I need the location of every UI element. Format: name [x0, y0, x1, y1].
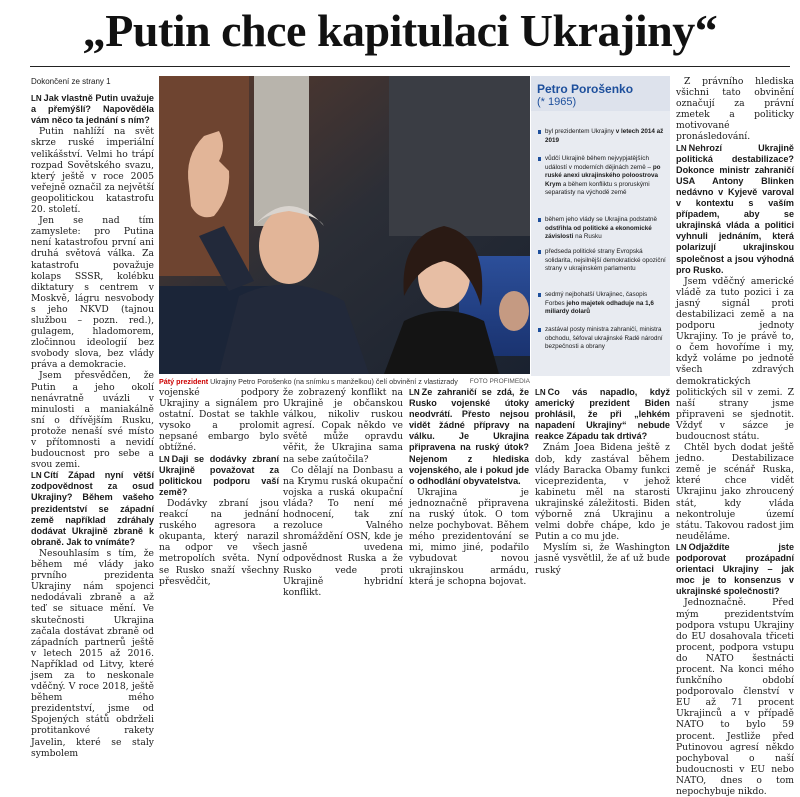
interview-question	[676, 143, 794, 276]
bio-item	[538, 291, 666, 317]
interviewer-marker: LN	[535, 388, 546, 397]
photo-credit: FOTO PROFIMEDIA	[469, 378, 530, 385]
paragraph	[159, 387, 279, 454]
paragraph-text: Daji se dodávky zbraní Ukrajině považovat za politickou podporu vaší země?	[159, 453, 279, 497]
paragraph-text: vojenské podpory Ukrajiny a signálem pro ostatní. Dostat se takhle vysoko a prolomit nepsané embargo bylo obtížné.	[159, 387, 279, 454]
interview-question	[31, 93, 154, 126]
paragraph	[159, 498, 279, 587]
headline: „Putin chce kapitulaci Ukrajiny“	[82, 5, 718, 56]
bio-item-text: zastával posty ministra zahraničí, ministra obchodu, šéfoval ukrajinské Radě národní bezpečnosti a obrany	[545, 326, 663, 351]
paragraph	[676, 442, 794, 542]
paragraph	[31, 215, 154, 370]
interview-question	[159, 454, 279, 498]
interviewer-marker: LN	[31, 471, 42, 481]
paragraph	[676, 597, 794, 797]
paragraph-text: že zobrazený konflikt na Ukrajině je občanskou válkou, nikoliv ruskou agresí. Copak někdo ve světě může opravdu věřit, že Ukrajina sama na sebe zaútočila?	[283, 387, 403, 465]
bio-header	[531, 76, 670, 111]
bio-item-text: sedmý nejbohatší Ukrajinec, časopis Forbes	[545, 291, 648, 307]
bio-item-text: během jeho vlády se Ukrajina podstatně	[545, 216, 658, 223]
paragraph-text: Nehrozí Ukrajině politická destabilizace? Dokonce ministr zahraničí USA Antony Blinken nedávno v Kyjevě varoval v kontextu s vaším případem, aby se ukrajinská vláda a politici vyhnuli jednáním, která polarizují ukrajinskou společnost a jsou výhodná pro Rusko.	[676, 142, 794, 275]
paragraph-text: Chtěl bych dodat ještě jedno. Destabilizace země je scénář Ruska, které chce vidět Ukrajinu jako zhroucený stát, kdy vláda nekontroluje území státu. Takovou radost jim neuděláme.	[676, 442, 794, 542]
paragraph-text: Jak vlastně Putin uvažuje a přemýšlí? Napověděla vám něco ta jednání s ním?	[31, 93, 154, 126]
paragraph	[31, 370, 154, 470]
paragraph	[283, 387, 403, 465]
bio-birth-year: (* 1965)	[537, 96, 577, 108]
paragraph-text: Nesouhlasím s tím, že během mé vlády jako prvního prezidenta Ukrajiny nám spojenci nedodávali zbraně a až teď se situace mění. Ve skutečnosti Ukrajina začala dostávat zbraně od západních partnerů ještě v letech 2015 až 2016. Například od Litvy, které jsem za to neskonale vděčný. V roce 2018, ještě během mého prezidentství, jsme od Spojených států obdrželi protitankové rakety Javelin, které se staly symbolem	[31, 547, 154, 759]
interviewer-marker: LN	[159, 454, 170, 464]
interview-question	[31, 470, 154, 548]
bio-item-rest: na Rusku	[573, 233, 602, 241]
bio-item-highlight: odstřihla od politické a ekonomické závislosti	[545, 224, 652, 241]
bio-item-rest: a během konfliktu s proruskými separatisty na východě země	[545, 180, 650, 197]
interviewer-marker: LN	[409, 388, 420, 397]
paragraph-text: Ze zahraničí se zdá, že Rusko vojenské útoky neodvrátí. Přesto nejsou vidět žádné přípravy na válku. Je Ukrajina připravena na ruský útok? Nejenom z hlediska vojenského, ale i pokud jde o odhodlání obyvatelstva.	[409, 387, 529, 486]
bio-item	[538, 155, 666, 198]
continuation-note: Dokončení ze strany 1	[31, 77, 111, 86]
interviewer-marker: LN	[31, 94, 42, 104]
paragraph-text: Z právního hlediska všichni tato obvinění označují za právní zmetek a politicky motivované pronásledování.	[676, 76, 794, 143]
paragraph	[535, 442, 670, 542]
paragraph-text: Jsem vděčný americké vládě za tuto pozici i za jasný signál proti destabilizaci země a na podporu jednoty Ukrajiny. To je právě to, o čem hovoříme i my, když voláme po jednotě všech zdravých demokratických politických sil v zemi. Z naší strany jsme připraveni se sjednotit. Vždyť v sázce je budoucnost státu.	[676, 275, 794, 442]
paragraph	[31, 548, 154, 759]
article-column-4	[409, 387, 529, 587]
bio-item-text: byl prezidentem Ukrajiny	[545, 128, 616, 135]
caption-text: Ukrajiny Petro Porošenko (na snímku s manželkou) čelí obvinění z vlastizrady	[210, 377, 458, 386]
bio-name: Petro Porošenko	[537, 82, 634, 96]
paragraph	[409, 487, 529, 587]
bio-item	[538, 326, 666, 352]
article-column-3	[283, 387, 403, 598]
bio-item-text: předseda politické strany Evropská solidarita, nejsilnější demokratické opoziční strany v ukrajinském parlamentu	[545, 248, 666, 273]
paragraph-text: Co vás napadlo, když americký prezident Biden prohlásil, že při „lehkém napadení Ukrajiny“ nebude reakce Západu tak drtivá?	[535, 387, 670, 442]
bio-item	[538, 216, 666, 242]
headline-rule	[30, 66, 790, 67]
bio-item	[538, 248, 666, 274]
paragraph-text: Jen se nad tím zamyslete: pro Putina není katastrofou první ani druhá světová válka. Za katastrofu považuje kolaps SSSR, kolébku diktatury s centrem v Moskvě, lágru nesvobody s jeho NKVD (tajnou službou – pozn. red.), gulagem, hladomorem, zločinnou ideologií bez svobody slova, bez vlády práva a demokracie.	[31, 215, 154, 371]
paragraph	[31, 126, 154, 215]
caption-lead: Pátý prezident	[159, 377, 209, 386]
bio-item-highlight: jeho majetek odhaduje na 1,6 miliardy dolarů	[545, 299, 654, 316]
paragraph-text: Ukrajina je jednoznačně připravena na ruský útok. O tom nelze pochybovat. Během mého prezidentování se mi, mimo jiné, podařilo vybudovat novou ukrajinskou armádu, která je schopna bojovat.	[409, 486, 529, 587]
bio-item-text: vůdčí Ukrajině během nejvypjatějších událostí v moderních dějinách země –	[545, 155, 653, 171]
interviewer-marker: LN	[676, 542, 687, 552]
bio-item	[538, 128, 666, 145]
bio-item-highlight: v letech 2014 až 2019	[545, 128, 664, 144]
interview-question	[676, 542, 794, 597]
bio-item-highlight: po ruské anexi ukrajinského poloostrova Krym	[545, 163, 661, 188]
article-photo	[159, 76, 530, 374]
paragraph	[535, 542, 670, 575]
article-column-6	[676, 76, 794, 797]
paragraph-text: Putin nahlíží na svět skrze ruské imperiální velikášství. Velmi ho trápí rozpad Sovětského svazu, který ještě v roce 2005 veřejně označil za největší geopolitickou katastrofu 20. století.	[31, 126, 154, 216]
paragraph-text: Myslím si, že Washington jasně vysvětlil, že ať už bude ruský	[535, 542, 670, 576]
interview-question	[535, 387, 670, 442]
interview-question	[409, 387, 529, 487]
paragraph-text: Jsem přesvědčen, že Putin a jeho okolí nenávratně uvázli v minulosti a maniakálně sní o dřívějším Rusku, protože nenaší své místo v přítomnosti a nevidí budoucnost pro sebe a svou zemi.	[31, 370, 154, 471]
interviewer-marker: LN	[676, 143, 687, 153]
article-column-1	[31, 76, 154, 759]
paragraph-text: Jednoznačně. Před mým prezidentstvím podpora vstupu Ukrajiny do EU dosahovala třiceti procent, podpora vstupu do NATO šestnácti procent. Na konci mého funkčního období podporovalo členství v EU až 71 procent Ukrajinců a v případě NATO to bylo 59 procent. Jestliže před Putinovou agresí někdo pochyboval o naší budoucnosti v EU nebo NATO, dnes o tom nepochybuje nikdo.	[676, 597, 794, 797]
bio-sidebar	[531, 76, 670, 376]
photo-caption	[159, 377, 530, 386]
paragraph-text: Cítí Západ nyní větší zodpovědnost za osud Ukrajiny? Během vašeho prezidentství se západní země například zdráhaly dodávat Ukrajině zbraně k obraně. Jak to vnímáte?	[31, 470, 154, 547]
paragraph	[676, 76, 794, 143]
article-column-5	[535, 387, 670, 576]
paragraph	[676, 276, 794, 442]
paragraph	[283, 465, 403, 598]
paragraph-text: Znám Joea Bidena ještě z dob, kdy zastával během vlády Baracka Obamy funkci viceprezidenta, v jehož kabinetu měl na starosti ukrajinské záležitosti. Biden výborně zná Ukrajinu a velmi dobře chápe, kdo je Putin a co mu jde.	[535, 442, 670, 543]
paragraph-text: Odjaždíte jste podporovat prozápadní orientaci Ukrajiny – jak moc je to konsenzus v ukrajinské společnosti?	[676, 541, 794, 597]
paragraph-text: Dodávky zbraní jsou reakcí na jednání ruského agresora a okupanta, který narazil na odpor ve všech metropolích světa. Nyní se Rusko snaží všechny přesvědčit,	[159, 497, 279, 587]
paragraph-text: Co dělají na Donbasu a na Krymu ruská okupační vojska a ruská okupační vláda? To není mé hodnocení, tak zní rezoluce Valného shromáždění OSN, kde je jasně uvedena odpovědnost Ruska a že Rusko vede proti Ukrajině hybridní konflikt.	[283, 464, 403, 598]
article-column-2	[159, 387, 279, 587]
